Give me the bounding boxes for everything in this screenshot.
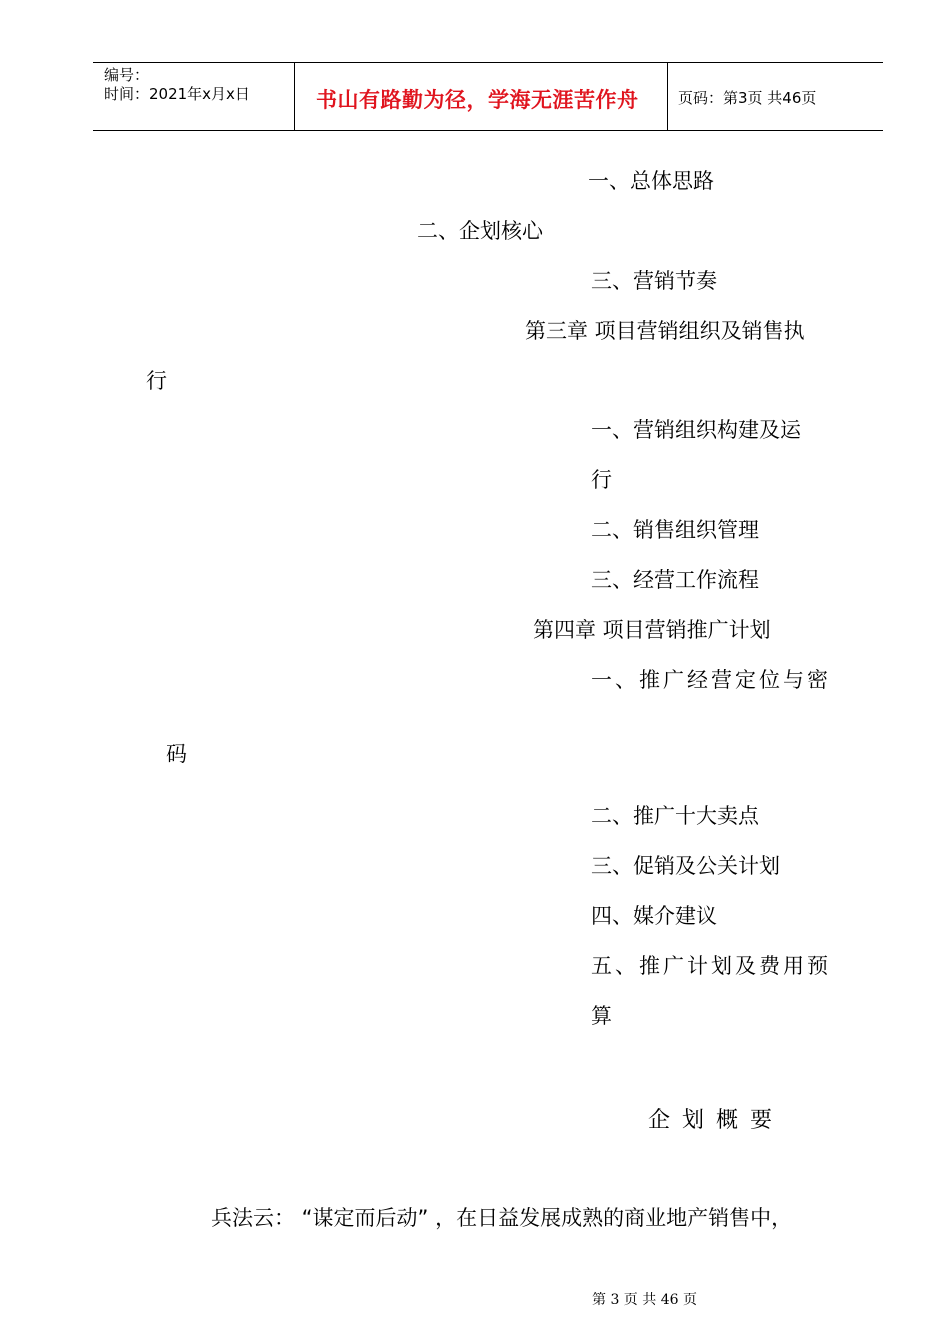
- toc-item-positioning-line2: 码: [166, 742, 187, 766]
- page-footer: 第 3 页 共 46 页: [592, 1292, 697, 1308]
- summary-paragraph: 兵法云： “谋定而后动” ，在日益发展成熟的商业地产销售中，: [211, 1206, 793, 1230]
- toc-item-org-build-line2: 行: [591, 468, 612, 492]
- toc-item-positioning-line1: 一、推广经营定位与密: [591, 668, 831, 692]
- header-top-rule: [93, 62, 883, 63]
- header-number-label: 编号：: [104, 66, 150, 84]
- toc-chapter-4: 第四章 项目营销推广计划: [533, 618, 771, 642]
- toc-chapter-3-line2: 行: [146, 369, 167, 393]
- header-motto: 书山有路勤为径，学海无涯苦作舟: [316, 88, 639, 112]
- toc-item-planning-core: 二、企划核心: [417, 219, 543, 243]
- header-time-label: 时间：2021年x月x日: [104, 85, 250, 103]
- summary-title: 企划概要: [648, 1108, 785, 1133]
- toc-item-overall-approach: 一、总体思路: [588, 169, 714, 193]
- toc-item-selling-points: 二、推广十大卖点: [591, 804, 759, 828]
- toc-item-marketing-rhythm: 三、营销节奏: [591, 269, 717, 293]
- header-bottom-rule: [93, 130, 883, 131]
- toc-item-promotion-pr: 三、促销及公关计划: [591, 854, 780, 878]
- toc-item-org-build-line1: 一、营销组织构建及运: [591, 418, 801, 442]
- toc-item-media: 四、媒介建议: [591, 904, 717, 928]
- toc-item-sales-org: 二、销售组织管理: [591, 518, 759, 542]
- toc-item-budget-line1: 五、推广计划及费用预: [591, 954, 831, 978]
- header-divider-right: [667, 62, 668, 130]
- toc-item-budget-line2: 算: [591, 1004, 612, 1028]
- toc-chapter-3-line1: 第三章 项目营销组织及销售执: [525, 319, 805, 343]
- toc-item-workflow: 三、经营工作流程: [591, 568, 759, 592]
- header-page-code: 页码：第3页 共46页: [678, 89, 817, 107]
- header-divider-left: [294, 62, 295, 130]
